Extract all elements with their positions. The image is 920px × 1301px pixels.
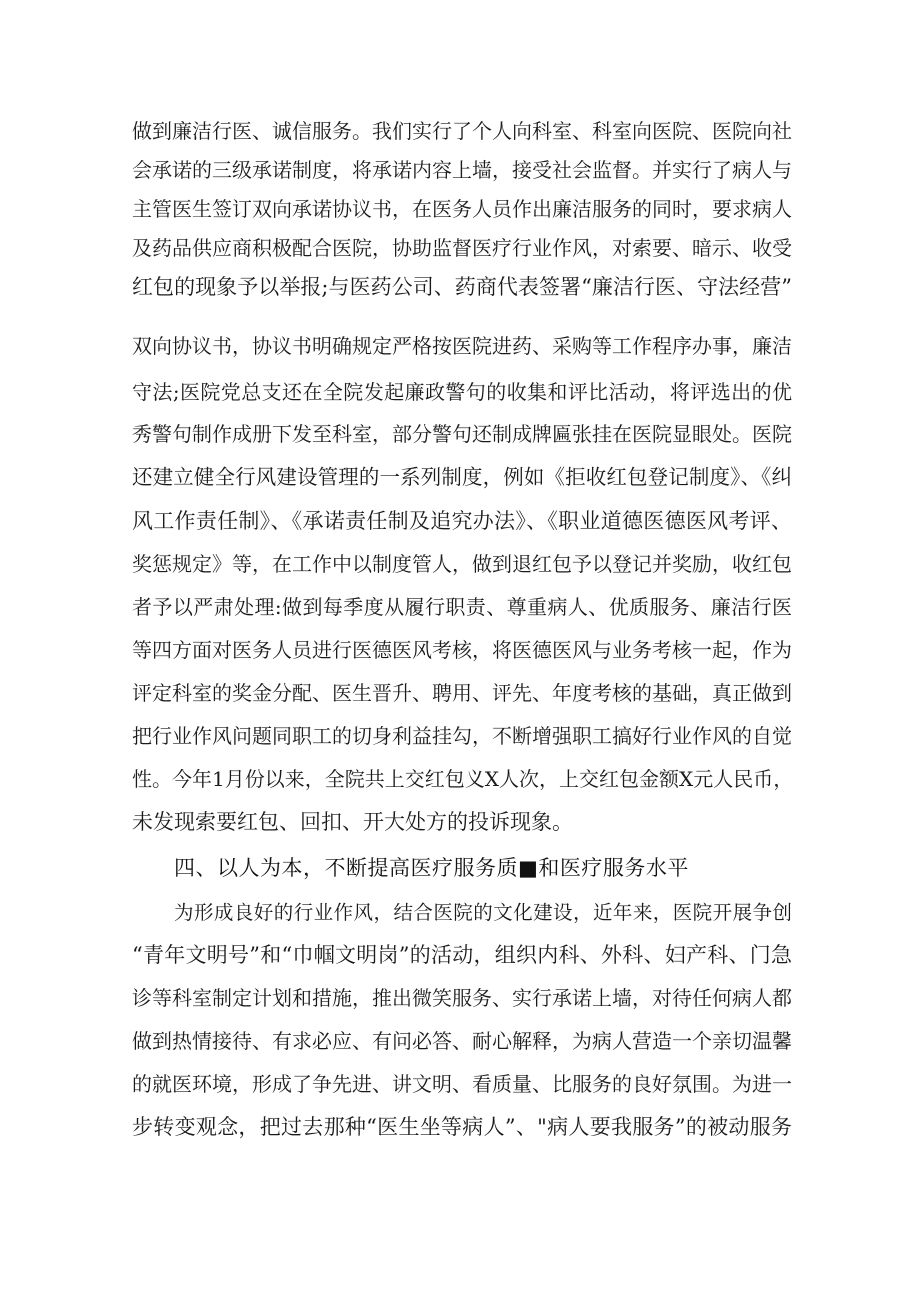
text-line: 的就医环境，形成了争先进、讲文明、看质量、比服务的良好氛围。为进一 <box>132 1072 792 1096</box>
text-line: 守法;医院党总支还在全院发起廉政警句的收集和评比活动，将评选出的优 <box>132 380 792 404</box>
text-line: 秀警句制作成册下发至科室，部分警句还制成牌匾张挂在医院显眼处。医院 <box>132 422 792 446</box>
text-line: 做到热情接待、有求必应、有问必答、耐心解释，为病人营造一个亲切温馨 <box>132 1029 792 1053</box>
text-line: 红包的现象予以举报;与医药公司、药商代表签署“廉洁行医、守法经营” <box>132 275 792 299</box>
text-line: 为形成良好的行业作风，结合医院的文化建设，近年来，医院开展争创 <box>174 901 792 924</box>
text-line: 未发现索要红包、回扣、开大处方的投诉现象。 <box>132 810 573 834</box>
text-line: 评定科室的奖金分配、医生晋升、聘用、评先、年度考核的基础，真正做到 <box>132 681 792 705</box>
text-line: 步转变观念，把过去那种“医生坐等病人”、"病人要我服务”的被动服务 <box>132 1115 792 1139</box>
text-line: 及药品供应商积极配合医院，协助监督医疗行业作风，对索要、暗示、收受 <box>132 236 792 260</box>
text-line: 主管医生签订双向承诺协议书，在医务人员作出廉洁服务的同时，要求病人 <box>132 197 792 221</box>
text-line: 性。今年1月份以来，全院共上交红包义X人次，上交红包金额X元人民币， <box>132 767 794 791</box>
text-line: “青年文明号”和“巾帼文明岗”的活动，组织内科、外科、妇产科、门急 <box>132 943 792 967</box>
text-line: 者予以严肃处理:做到每季度从履行职责、尊重病人、优质服务、廉洁行医 <box>132 595 792 619</box>
text-line: 还建立健全行风建设管理的一系列制度，例如《拒收红包登记制度》、《纠 <box>132 465 792 489</box>
text-line: 诊等科室制定计划和措施，推出微笑服务、实行承诺上墙，对待任何病人都 <box>132 986 792 1010</box>
text-line: 双向协议书，协议书明确规定严格按医院进药、采购等工作程序办事，廉洁 <box>132 334 792 358</box>
section-heading: 四、以人为本，不断提高医疗服务质■和医疗服务水平 <box>174 856 689 880</box>
text-line: 等四方面对医务人员进行医德医风考核，将医德医风与业务考核一起，作为 <box>132 638 792 662</box>
text-line: 做到廉洁行医、诚信服务。我们实行了个人向科室、科室向医院、医院向社 <box>132 119 792 143</box>
text-line: 会承诺的三级承诺制度，将承诺内容上墙，接受社会监督。并实行了病人与 <box>132 158 792 182</box>
text-line: 风工作责任制》、《承诺责任制及追究办法》、《职业道德医德医风考评、 <box>132 509 792 533</box>
text-line: 把行业作风问题同职工的切身利益挂勾，不断增强职工搞好行业作风的自觉 <box>132 724 792 748</box>
text-line: 奖惩规定》等，在工作中以制度管人，做到退红包予以登记并奖励，收红包 <box>132 552 792 576</box>
